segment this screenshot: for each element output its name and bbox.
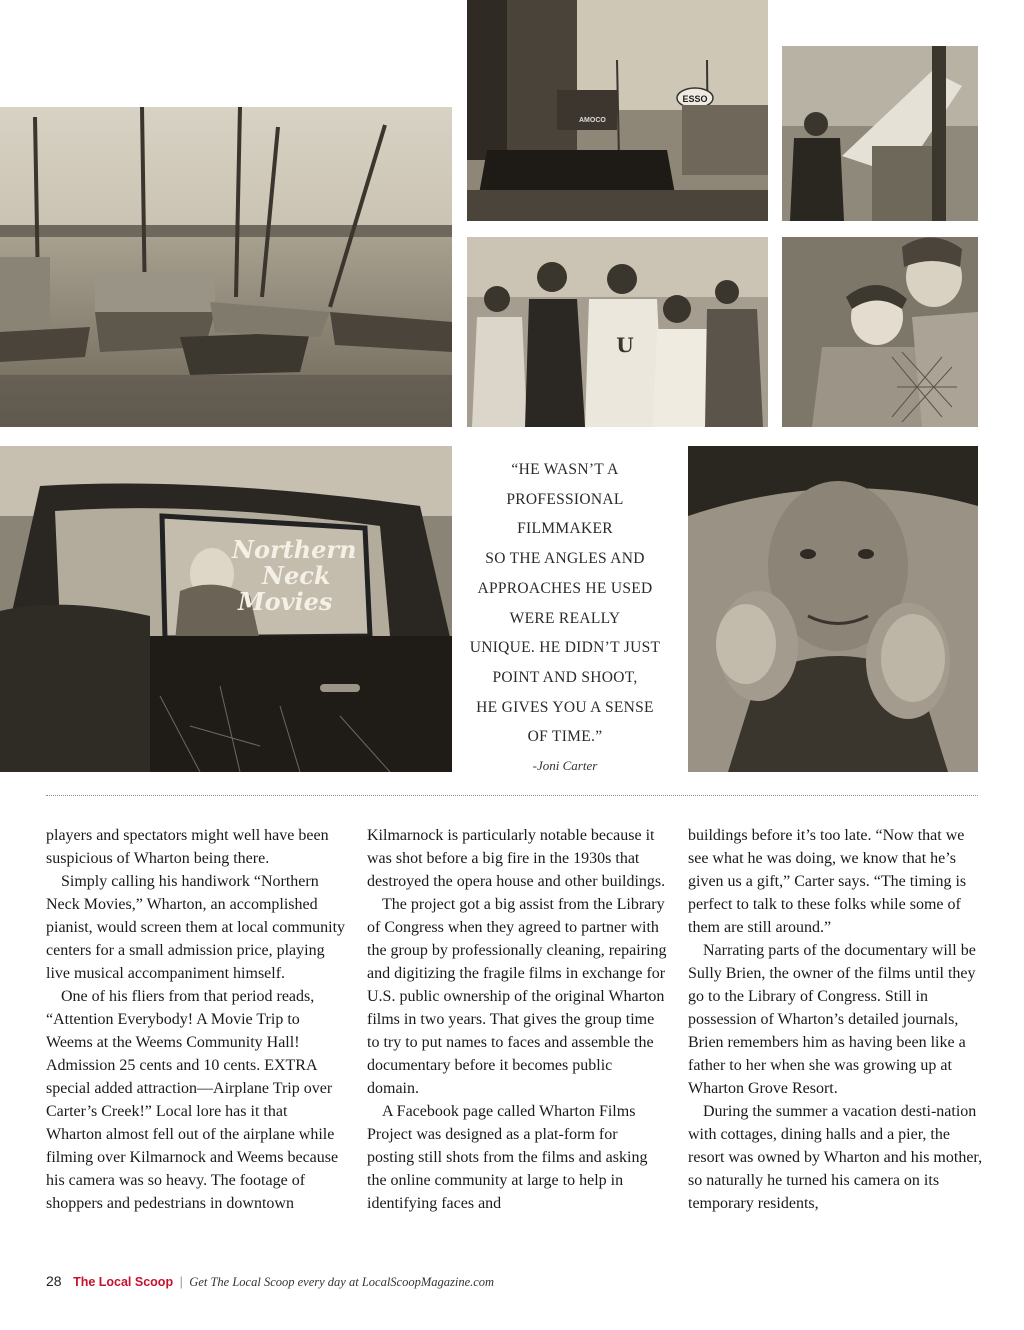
publication-name: The Local Scoop (73, 1275, 174, 1289)
quote-line: HE GIVES YOU A SENSE (476, 698, 654, 716)
quote-line: PROFESSIONAL (506, 490, 624, 508)
page-number: 28 (46, 1273, 62, 1289)
gas-sign-text: ESSO (682, 94, 708, 104)
article-column-2 (367, 824, 667, 1215)
article-paragraph: A Facebook page called Wharton Films Project was designed as a plat-form for posting still shots from the films and asking the online community at large to help in identifying faces and (367, 1103, 648, 1212)
pull-quote (462, 455, 668, 774)
boatman-photo (782, 46, 978, 221)
quote-line: UNIQUE. HE DIDN’T JUST (469, 639, 661, 657)
car-sign-line-1: Northern (232, 535, 357, 564)
article-column-1 (46, 824, 346, 1215)
page-footer (46, 1273, 494, 1290)
pull-quote-text (462, 455, 668, 752)
harbor-boats-photo (0, 107, 452, 427)
article-paragraph: buildings before it’s too late. “Now that we see what he was doing, we know that he’s given us a gift,” Carter says. “The timing is perfect to talk to these folks while some of them are still around.” (688, 827, 967, 936)
car-sign-line-2: Neck (262, 561, 331, 590)
quote-line: SO THE ANGLES AND (485, 550, 645, 568)
article-paragraph: One of his fliers from that period reads, “Attention Everybody! A Movie Trip to Weems at the Weems Community Hall! Admission 25 cents and 10 cents. EXTRA special added attraction—Airplane Trip over Carter’s Creek!” Local lore has it that Wharton almost fell out of the airplane while filming over Kilmarnock and Weems because his camera was so heavy. The footage of shoppers and pedestrians in downtown (46, 988, 339, 1212)
section-divider (46, 795, 978, 796)
crowd-photo (467, 237, 768, 427)
article-paragraph: Kilmarnock is particularly notable because it was shot before a big fire in the 1930s that destroyed the opera house and other buildings. (367, 827, 666, 890)
quote-line: WERE REALLY (509, 609, 621, 627)
quote-line: POINT AND SHOOT, (492, 668, 638, 686)
quote-line: OF TIME.” (527, 728, 603, 746)
article-column-3 (688, 824, 988, 1215)
sweater-letter: U (616, 333, 634, 357)
footer-separator: | (179, 1275, 183, 1289)
article-paragraph: The project got a big assist from the Library of Congress when they agreed to partner with the group by professionally cleaning, repairing and digitizing the fragile films in exchange for U.S. public ownership of the original Wharton films in two years. That gives the group time to try to put names to faces and assemble the documentary before it becomes public domain. (367, 896, 667, 1097)
women-net-photo (782, 237, 978, 427)
article-paragraph: Narrating parts of the documentary will be Sully Brien, the owner of the films until they go to the Library of Congress. Still in possession of Wharton’s detailed journals, Brien remembers him as having been like a father to her when she was growing up at Wharton Grove Resort. (688, 942, 976, 1097)
town-street-photo (467, 0, 768, 221)
shop-sign-text: AMOCO (579, 117, 606, 124)
oysterman-photo (688, 446, 978, 772)
article-paragraph: players and spectators might well have been suspicious of Wharton being there. (46, 827, 329, 867)
northern-neck-movies-car-photo (0, 446, 452, 772)
article-paragraph: During the summer a vacation desti-nation with cottages, dining halls and a pier, the resort was owned by Wharton and his mother, so naturally he turned his camera on its temporary residents, (688, 1103, 983, 1212)
quote-line: APPROACHES HE USED (477, 579, 653, 597)
quote-attribution: -Joni Carter (532, 758, 598, 774)
quote-line: “HE WASN’T A (511, 461, 619, 478)
quote-line: FILMMAKER (517, 520, 613, 538)
car-sign-line-3: Movies (238, 587, 333, 616)
article-paragraph: Simply calling his handiwork “Northern Neck Movies,” Wharton, an accomplished pianist, would screen them at local community centers for a small admission price, playing live musical accompaniment himself. (46, 873, 346, 982)
footer-tagline: Get The Local Scoop every day at LocalScoopMagazine.com (189, 1275, 495, 1289)
